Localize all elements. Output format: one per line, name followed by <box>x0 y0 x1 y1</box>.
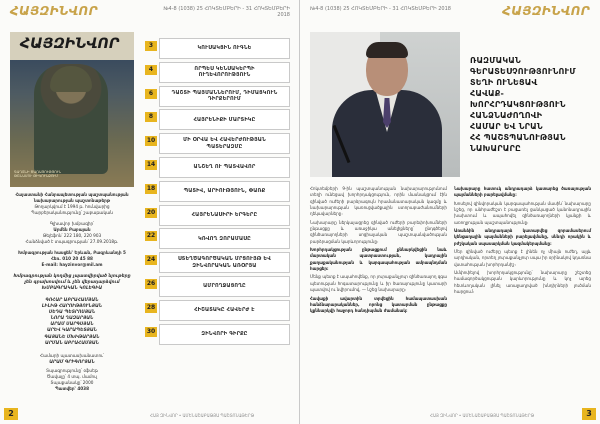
paragraph: Առանձին անդրադարձ կատարվեց զորամասերում կենցաղային պայմանների բարելավմանը, սննդի որակին և բժշկական սպասարկման կազմակերպմանը։ <box>454 228 591 246</box>
table-of-contents <box>145 38 290 347</box>
staff-name: ԳԱՅԱՆԵ ՄԽԻԹԱՐՅԱՆ <box>44 333 100 339</box>
toc-item[interactable] <box>145 38 290 60</box>
paragraph: Հավաքի ավարտին տրվեցին համապատասխան հանձնարարականներ, որոնց կատարման ընթացքը կքննարկվի հաջորդ հանդիպման ժամանակ։ <box>310 295 447 314</box>
toc-item[interactable] <box>145 300 290 322</box>
toc-item[interactable] <box>145 109 290 131</box>
paragraph: Խոսելով զինվորական կարգապահության մասին՝ նախարարը նշեց, որ անհրաժեշտ է բացառել ցանկացած կանոնադրային խախտում և ապահովել զինծառայողների կյանքի և առողջության պաշտպանությունը։ <box>454 200 591 225</box>
photo-hair <box>366 42 408 58</box>
imprint-block-3: Խմբագրության հասցեն՝ Երևան, Բագրևանդի 5 Հեռ. 010 20 45 88 E-mail: hayzinvor@mil.am <box>18 250 126 268</box>
paragraph: Նախարարը ներկայացրեց զինված ուժերի բարեփոխումների ընթացքը և առաջիկա անելիքները՝ ընդգծելով զինծառայողների սոցիալական պաշտպանվածության բարձրացման կարևորությունը։ <box>310 219 447 244</box>
paragraph: Մենք պետք է ապահովենք, որ յուրաքանչյուր զինծառայող զգա պետության հոգատարությունը և իր ծառայությունը կատարի պատվով ու նվիրումով, — նշեց նախարարը։ <box>310 274 447 293</box>
cover-caption: ԳԱՂՏՆԻ ԾԱՌԱՅՈՒԹՅՈՒՆ ԹՇՆԱՄՈՒ ԹԻԿՈՒՆՔՈՒՄ <box>14 169 62 179</box>
staff-name: ԳՈՀԱՐ ԱԲՐԱՀԱՄՅԱՆ <box>45 297 99 302</box>
staff-list <box>10 297 134 346</box>
paragraph: Մեր զինված ուժերը պետք է լինեն ոչ միայն ուժեղ, այլև արդիական, որտեղ յուրաքանչյուր սպա իր օրինակով կդառնա վստահության խորհրդանիշ։ <box>454 249 591 267</box>
toc-page-number: 8 <box>145 112 157 122</box>
masthead-logo: ՀԱՅԶԻՆՎՈՐ <box>502 4 590 18</box>
toc-page-number: 3 <box>145 41 157 51</box>
toc-title: ԿՈՒՍԱԿՑԻՆ ՈՒԳՆԵ <box>159 38 290 59</box>
toc-title: ԴԱՇՏԻ ՊԱՅՄԱՆՆԵՐՈՒՄ, ԴԻՄԱՑԿՈՒՆ ԴԻՐՔԵՐՈՒՄ <box>159 86 290 107</box>
toc-item[interactable] <box>145 228 290 250</box>
right-page <box>300 0 600 424</box>
toc-item[interactable] <box>145 157 290 179</box>
toc-page-number: 10 <box>146 137 156 145</box>
paragraph: Հոկտեմբերի 9-ին պաշտպանության նախարարությունում տեղի ունեցավ խորհրդակցություն, որին մասնակցում էին զինված ուժերի բարձրագույն հրամանատարական կազմը և նախարարության կառուցվածքային ստորաբաժանումների ղեկավարները։ <box>310 186 447 217</box>
left-page-footer <box>0 408 299 420</box>
toc-title: ԿՌՎՈՂ ԶՈՐԱՄԱՍԸ <box>159 228 290 249</box>
toc-title: ՊԱՏԻՎ, ԱՐԻՈՒԹՅՈՒՆ, ՓԱՌՔ <box>159 181 290 202</box>
toc-item[interactable] <box>145 252 290 274</box>
article-column-right <box>454 186 591 298</box>
article-headline: ՌԱԶՄԱԿԱՆ ԳԵՐԱՏԵՍՉՈՒԹՅՈՒՆՈՒՄ ՏԵՂԻ ՈՒՆԵՑԱՎ ՀԱՎԱՔ-ԽՈՐՀՐԴԱԿՑՈՒԹՅՈՒՆ ՀԱՆՁՆԱԺՈՂՈՎԻ ՀԱՄԱՐ ԵՎ ՆՐԱՆ ՀՀ ՊԱՇՏՊԱՆՈՒԹՅԱՆ ՆԱԽԱՐԱՐԸ <box>470 56 576 154</box>
toc-item[interactable] <box>145 86 290 108</box>
toc-title: ԶԻՆՎՈՐԻ ԳԻՐՔԸ <box>159 324 290 345</box>
toc-page-number: 18 <box>146 184 156 192</box>
cover-logo: ՀԱՅԶԻՆՎՈՐ <box>20 36 120 52</box>
toc-item[interactable] <box>145 276 290 298</box>
staff-name: ՆՈՐԱ ՂԱԶԱՐՅԱՆ <box>50 315 94 321</box>
toc-page-number: 24 <box>146 256 156 264</box>
staff-name: ԱՐԱՄ ՍԱՐԳՍՅԱՆ <box>50 321 94 327</box>
toc-item[interactable] <box>145 324 290 346</box>
staff-name: ԼԻԼԻԹ ՀԱՐՈՒԹՅՈՒՆՅԱՆ <box>41 303 103 309</box>
masthead-logo: ՀԱՅԶԻՆՎՈՐ <box>10 4 98 18</box>
paragraph: Ամփոփելով խորհրդակցությունը՝ նախարարը շեշտեց համագործակցության կարևորությունը և կոչ արեց հետևողական լինել առաջադրված խնդիրների լուծման հարցում։ <box>454 270 591 295</box>
imprint-block-1: Հայաստանի Հանրապետության պաշտպանության նախարարության պաշտոնաթերթ Թողարկվում է 1994 թ. հունվարից Պարբերականությունը՝ շաբաթական <box>15 192 129 216</box>
toc-item[interactable] <box>145 62 290 84</box>
toc-page-number: 22 <box>146 232 156 240</box>
toc-page-number: 26 <box>146 279 156 287</box>
staff-name: ԱՐՄԱՆ ԱԲՐԱՀԱՄՅԱՆ <box>45 339 99 345</box>
magazine-cover-image <box>10 32 134 187</box>
page-header-line: №4-8 (1038) 25 ՀՈԿՏԵՄԲԵՐԻ - 31 ՀՈԿՏԵՄԲԵՐԻ 2018 <box>310 6 451 12</box>
footer-text: ՀԱՅ ԶԻՆՎՈՐ • ԱՄԵՆԱՇԱԲԱԹՅԱ ՊԱՇՏՈՆԱԹԵՐԹ <box>150 413 255 418</box>
page-header-line: №4-8 (1038) 25 ՀՈԿՏԵՄԲԵՐԻ - 31 ՀՈԿՏԵՄԲԵՐԻ 2018 <box>163 6 290 18</box>
toc-title: ԱՄՐՈՂՋԱՑՈՂԸ <box>159 276 290 297</box>
toc-page-number: 30 <box>146 327 156 335</box>
imprint-block-2: Գլխավոր խմբագիր՝ Արմեն Բաբայան Թելեֆոն՝ 222 180, 220 903 Հանձնված է տպագրության՝ 27.09.2018թ. <box>25 221 119 245</box>
right-page-footer <box>300 408 600 420</box>
paragraph: Խորհրդակցության ընթացքում քննարկվեցին նաև մարտական պատրաստության, կադրային քաղաքականության և կարգապահության ամրապնդման հարցեր։ <box>310 247 447 272</box>
toc-page-number: 14 <box>146 160 156 168</box>
toc-title: ՄԻ ՕՐՎԱ ԵՎ ՀԱՎԵՐԺՈՒԹՅԱՆ ՊԱՏԵՐԱԶՄԸ <box>159 133 290 154</box>
toc-item[interactable] <box>145 133 290 155</box>
toc-title: ՀԱՅՐԵՆԱՍԻՐԻ ԵՐԳԵՐԸ <box>159 205 290 226</box>
toc-title: ԱՆՇԵՂ ՈՒ ՊԱՏՎԱՎՈՐ <box>159 157 290 178</box>
staff-name: ԱՐԵՎ ԿԱՐԱՊԵՏՅԱՆ <box>46 327 97 333</box>
toc-page-number: 20 <box>146 208 156 216</box>
article-column-left <box>310 186 447 317</box>
imprint-block-4: Խմբագրության կողմից չպատվիրված նյութերը չեն գրախոսվում և չեն վերադարձվում ԽՄԲԱԳՐԱԿԱՆ ԿՈԼԵԳԻԱ <box>13 273 131 291</box>
imprint-block-6: Տպագրությունը՝ օֆսեթ Ծավալը՝ 4 տպ. մամուլ Տպաքանակը՝ 2000 Պատվեր՝ 4038 <box>46 368 98 392</box>
toc-title: ՈՐՊԵՍ ԿԵՆՍԱԿԵՐՊԻ ՈՒՂԵՎՈՐՈՒԹՅՈՒՆ <box>159 62 290 83</box>
imprint-block-5: Համարի պատասխանատու՝ ԱՐԱՄ ԳՐԻԳՈՐՅԱՆ <box>40 353 104 365</box>
toc-page-number: 28 <box>146 303 156 311</box>
article-photo <box>310 32 460 177</box>
toc-page-number: 6 <box>145 89 157 99</box>
page-number: 3 <box>582 408 596 420</box>
paragraph: Նախարարը հատուկ անդրադարձ կատարեց ծառայության պայմանների բարելավմանը։ <box>454 186 591 198</box>
footer-text: ՀԱՅ ԶԻՆՎՈՐ • ԱՄԵՆԱՇԱԲԱԹՅԱ ՊԱՇՏՈՆԱԹԵՐԹ <box>430 413 535 418</box>
toc-title: ՀԻՇԱՏԱԿԸ ՀԱՎԵՐԺ Է <box>159 300 290 321</box>
toc-item[interactable] <box>145 181 290 203</box>
toc-page-number: 4 <box>145 65 157 75</box>
staff-name: ՍԵԴԱ ՊԵՏՐՈՍՅԱՆ <box>48 309 96 315</box>
toc-title: ՍՏԵՂԾԱԳՈՐԾԱԿԱՆ ՄՐՑՈՒՅԹ ԵՎ ԶԻՆՎՈՐԱԿԱՆ ԱՌՕՐՅԱ <box>159 252 290 273</box>
page-number: 2 <box>4 408 18 420</box>
toc-item[interactable] <box>145 205 290 227</box>
toc-title: ՀԱՅՐԵՆԻՔԻ ՄԱՐՏԻԿԸ <box>159 109 290 130</box>
